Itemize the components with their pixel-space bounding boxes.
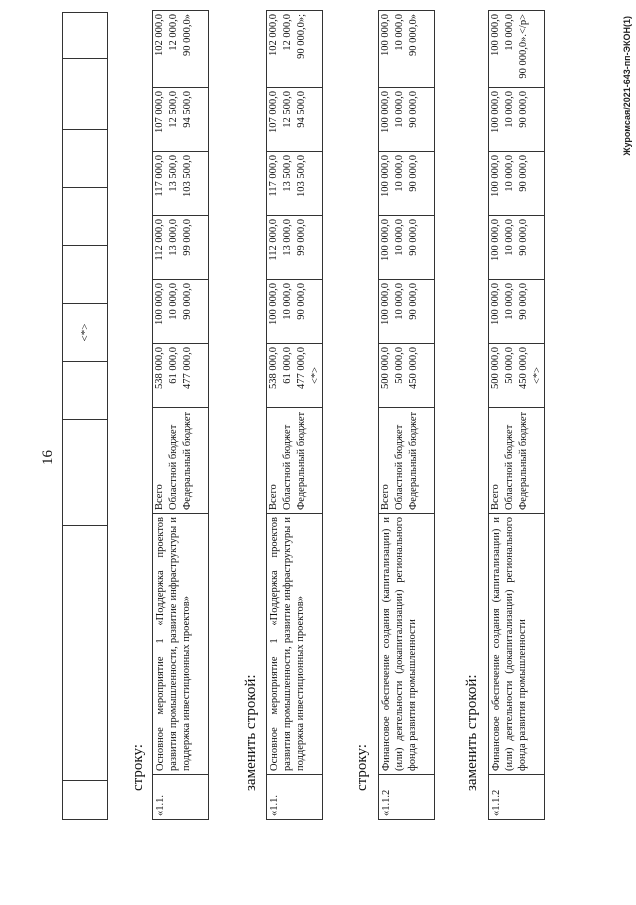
value-cell: 12 000,0 <box>282 14 293 51</box>
value-cell: 100 000,0 <box>490 91 501 133</box>
value-cell: 99 000,0 <box>182 219 193 256</box>
value-column <box>379 88 435 152</box>
funding-source-label: Областной бюджет <box>282 424 293 510</box>
label-line-2: строку: <box>354 744 370 791</box>
funding-sources <box>153 408 209 514</box>
value-column <box>489 152 545 216</box>
value-column <box>489 344 545 408</box>
value-cell: 112 000,0 <box>268 219 279 261</box>
row-number: «1.1. <box>153 775 209 820</box>
funding-source-label: Федеральный бюджет <box>518 411 529 510</box>
value-cell: 13 000,0 <box>168 219 179 256</box>
value-cell: 100 000,0 <box>490 14 501 56</box>
value-cell: 10 000,0 <box>504 91 515 128</box>
value-cell: 107 000,0 <box>154 91 165 133</box>
value-cell: 90 000,0»; <box>296 14 307 59</box>
funding-sources <box>267 408 323 514</box>
funding-sources <box>379 408 435 514</box>
value-cell: 10 000,0 <box>504 283 515 320</box>
value-cell: 99 000,0 <box>296 219 307 256</box>
value-cell: 13 500,0 <box>168 155 179 192</box>
value-cell: 100 000,0 <box>268 283 279 325</box>
value-cell: 90 000,0» <box>408 14 419 56</box>
value-cell: 90 000,0 <box>408 91 419 128</box>
value-cell: 90 000,0 <box>518 283 529 320</box>
value-cell: 477 000,0 <box>296 347 307 389</box>
value-cell: 100 000,0 <box>154 283 165 325</box>
value-cell: 50 000,0 <box>394 347 405 384</box>
funding-source-label: Областной бюджет <box>504 424 515 510</box>
value-cell: 100 000,0 <box>490 219 501 261</box>
value-cell: 90 000,0».</p> <box>518 14 529 79</box>
row-note: <*> <box>310 366 321 385</box>
value-cell: 450 000,0 <box>408 347 419 389</box>
value-cell: 12 500,0 <box>168 91 179 128</box>
value-cell: 100 000,0 <box>380 219 391 261</box>
value-cell: 61 000,0 <box>282 347 293 384</box>
value-cell: 10 000,0 <box>504 14 515 51</box>
value-cell: 100 000,0 <box>490 283 501 325</box>
value-cell: 12 500,0 <box>282 91 293 128</box>
row-note <box>195 347 208 404</box>
value-cell: 538 000,0 <box>154 347 165 389</box>
value-column <box>153 152 209 216</box>
header-row-table <box>62 12 108 820</box>
funding-sources <box>489 408 545 514</box>
funding-source-label: Всего <box>268 484 279 510</box>
program-row-table <box>378 10 435 820</box>
funding-source-label: Федеральный бюджет <box>408 411 419 510</box>
label-line-1: строку: <box>130 744 146 791</box>
value-cell: 10 000,0 <box>394 283 405 320</box>
label-replace-1: заменить строкой: <box>243 674 259 791</box>
value-cell: 50 000,0 <box>504 347 515 384</box>
funding-source-label: Областной бюджет <box>394 424 405 510</box>
value-column <box>267 216 323 280</box>
header-marker: <*> <box>63 304 108 362</box>
value-column <box>489 11 545 88</box>
value-column <box>379 152 435 216</box>
value-column <box>379 344 435 408</box>
program-row-table <box>152 10 209 820</box>
page-number: 16 <box>40 450 56 465</box>
value-column <box>379 280 435 344</box>
value-column <box>267 344 323 408</box>
value-cell: 500 000,0 <box>490 347 501 389</box>
value-cell: 117 000,0 <box>268 155 279 197</box>
value-cell: 100 000,0 <box>380 91 391 133</box>
value-column <box>153 216 209 280</box>
value-cell: 90 000,0 <box>408 155 419 192</box>
program-row-table <box>488 10 545 820</box>
value-column <box>267 152 323 216</box>
funding-source-label: Областной бюджет <box>168 424 179 510</box>
measure-name: Основное мероприятие 1 «Поддержка проектов развития промышленности, развитие инфраструктуры и поддержка инвестиционных проектов» <box>267 514 323 775</box>
value-column <box>379 216 435 280</box>
value-cell: 90 000,0 <box>182 283 193 320</box>
value-column <box>267 11 323 88</box>
value-cell: 10 000,0 <box>504 155 515 192</box>
value-cell: 94 500,0 <box>182 91 193 128</box>
value-cell: 538 000,0 <box>268 347 279 389</box>
value-column <box>489 216 545 280</box>
row-number: «1.1.2 <box>489 775 545 820</box>
row-note <box>421 347 434 404</box>
value-cell: 100 000,0 <box>380 14 391 56</box>
value-cell: 90 000,0 <box>408 283 419 320</box>
value-cell: 61 000,0 <box>168 347 179 384</box>
value-column <box>153 280 209 344</box>
value-cell: 102 000,0 <box>154 14 165 56</box>
funding-source-label: Федеральный бюджет <box>296 411 307 510</box>
value-cell: 112 000,0 <box>154 219 165 261</box>
label-replace-2: заменить строкой: <box>464 674 480 791</box>
value-cell: 103 500,0 <box>296 155 307 197</box>
value-column <box>153 11 209 88</box>
value-column <box>379 11 435 88</box>
measure-name: Финансовое обеспечение создания (капитализации) и (или) деятельности (докапитализации) регионального фонда развития промышленности <box>489 514 545 775</box>
value-column <box>489 88 545 152</box>
value-cell: 102 000,0 <box>268 14 279 56</box>
value-cell: 10 000,0 <box>394 155 405 192</box>
value-column <box>153 344 209 408</box>
value-cell: 10 000,0 <box>168 283 179 320</box>
value-column <box>153 88 209 152</box>
row-note: <*> <box>532 366 543 385</box>
value-cell: 103 500,0 <box>182 155 193 197</box>
value-cell: 90 000,0 <box>518 155 529 192</box>
value-cell: 450 000,0 <box>518 347 529 389</box>
row-number: «1.1.2 <box>379 775 435 820</box>
value-cell: 13 000,0 <box>282 219 293 256</box>
value-column <box>489 280 545 344</box>
value-cell: 100 000,0 <box>380 155 391 197</box>
measure-name: Основное мероприятие 1 «Поддержка проектов развития промышленности, развитие инфраструктуры и поддержка инвестиционных проектов» <box>153 514 209 775</box>
value-cell: 10 000,0 <box>394 219 405 256</box>
value-column <box>267 280 323 344</box>
value-cell: 12 000,0 <box>168 14 179 51</box>
value-cell: 477 000,0 <box>182 347 193 389</box>
value-cell: 10 000,0 <box>504 219 515 256</box>
funding-source-label: Всего <box>380 484 391 510</box>
measure-name: Финансовое обеспечение создания (капитализации) и (или) деятельности (докапитализации) регионального фонда развития промышленности <box>379 514 435 775</box>
value-cell: 10 000,0 <box>394 14 405 51</box>
document-stamp: Журомсая/2021-643-пп-ЭКОН(1) <box>622 16 632 156</box>
value-cell: 90 000,0 <box>518 91 529 128</box>
value-cell: 10 000,0 <box>282 283 293 320</box>
value-cell: 13 500,0 <box>282 155 293 192</box>
value-cell: 100 000,0 <box>490 155 501 197</box>
value-cell: 94 500,0 <box>296 91 307 128</box>
value-column <box>267 88 323 152</box>
value-cell: 90 000,0 <box>408 219 419 256</box>
value-cell: 90 000,0» <box>182 14 193 56</box>
funding-source-label: Всего <box>490 484 501 510</box>
value-cell: 100 000,0 <box>380 283 391 325</box>
value-cell: 500 000,0 <box>380 347 391 389</box>
program-row-table <box>266 10 323 820</box>
value-cell: 90 000,0 <box>518 219 529 256</box>
funding-source-label: Федеральный бюджет <box>182 411 193 510</box>
value-cell: 117 000,0 <box>154 155 165 197</box>
value-cell: 10 000,0 <box>394 91 405 128</box>
funding-source-label: Всего <box>154 484 165 510</box>
row-number: «1.1. <box>267 775 323 820</box>
value-cell: 107 000,0 <box>268 91 279 133</box>
value-cell: 90 000,0 <box>296 283 307 320</box>
